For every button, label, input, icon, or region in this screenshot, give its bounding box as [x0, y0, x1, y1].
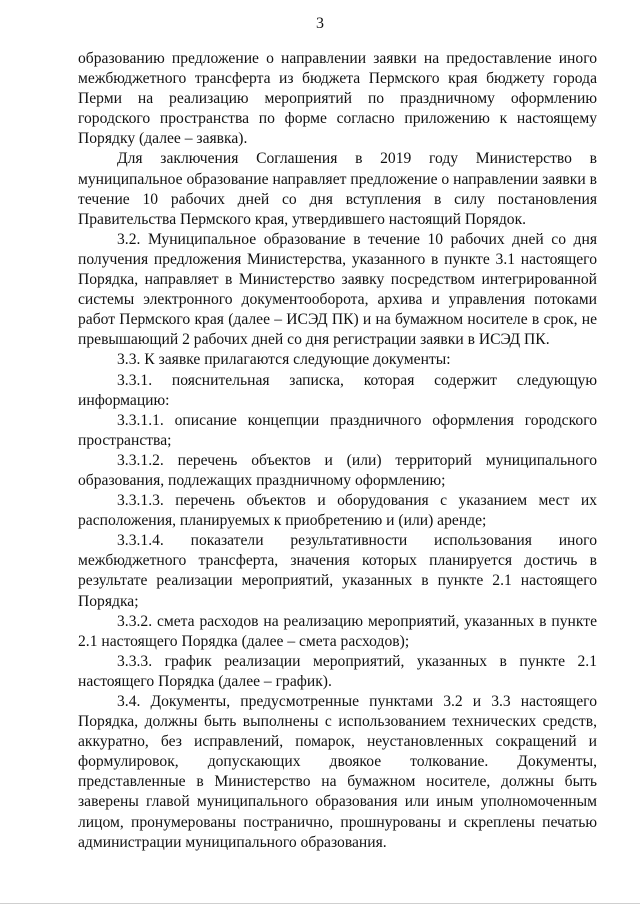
paragraph: образованию предложение о направлении заявки на предоставление иного межбюджетного трансферта из бюджета Пермского края бюджету города Перми на реализацию мероприятий по праздничному оформлению городского пространства по форме согласно приложению к настоящему Порядку (далее – заявка). — [78, 50, 597, 148]
paragraph: 3.3.3. график реализации мероприятий, указанных в пункте 2.1 настоящего Порядка (далее – график). — [78, 652, 597, 690]
paragraph: 3.4. Документы, предусмотренные пунктами 3.2 и 3.3 настоящего Порядка, должны быть выполнены с использованием технических средств, аккуратно, без исправлений, помарок, неустановленных сокращений и формулировок, допускающих двоякое толкование. Документы, представленные в Министерство на бумажном носителе, должны быть заверены главой муниципального образования или иным уполномоченным лицом, пронумерованы постранично, прошнурованы и скреплены печатью администрации муниципального образования. — [78, 693, 597, 851]
document-body — [78, 49, 597, 853]
paragraph: 3.3.1.4. показатели результативности использования иного межбюджетного трансферта, значения которых планируется достичь в результате реализации мероприятий, указанных в пункте 2.1 настоящего Порядка; — [78, 532, 597, 610]
paragraph: 3.3. К заявке прилагаются следующие документы: — [117, 351, 451, 369]
paragraph: 3.3.1.3. перечень объектов и оборудования с указанием мест их расположения, планируемых к приобретению и (или) аренде; — [78, 492, 597, 530]
page-number: 3 — [316, 15, 324, 32]
page-bottom-edge — [0, 903, 640, 904]
paragraph: 3.3.1.1. описание концепции праздничного оформления городского пространства; — [78, 411, 597, 449]
paragraph: Для заключения Соглашения в 2019 году Министерство в муниципальное образование направляет предложение о направлении заявки в течение 10 рабочих дней со дня вступления в силу постановления Правительства Пермского края, утвердившего настоящий Порядок. — [78, 150, 597, 228]
paragraph: 3.3.1. пояснительная записка, которая содержит следующую информацию: — [78, 371, 597, 409]
paragraph: 3.3.2. смета расходов на реализацию мероприятий, указанных в пункте 2.1 настоящего Порядка (далее – смета расходов); — [78, 612, 597, 650]
paragraph: 3.3.1.2. перечень объектов и (или) территорий муниципального образования, подлежащих праздничному оформлению; — [78, 451, 597, 489]
paragraph: 3.2. Муниципальное образование в течение 10 рабочих дней со дня получения предложения Министерства, указанного в пункте 3.1 настоящего Порядка, направляет в Министерство заявку посредством интегрированной системы электронного документооборота, архива и управления потоками работ Пермского края (далее – ИСЭД ПК) и на бумажном носителе в срок, не превышающий 2 рабочих дней со дня регистрации заявки в ИСЭД ПК. — [78, 230, 597, 349]
